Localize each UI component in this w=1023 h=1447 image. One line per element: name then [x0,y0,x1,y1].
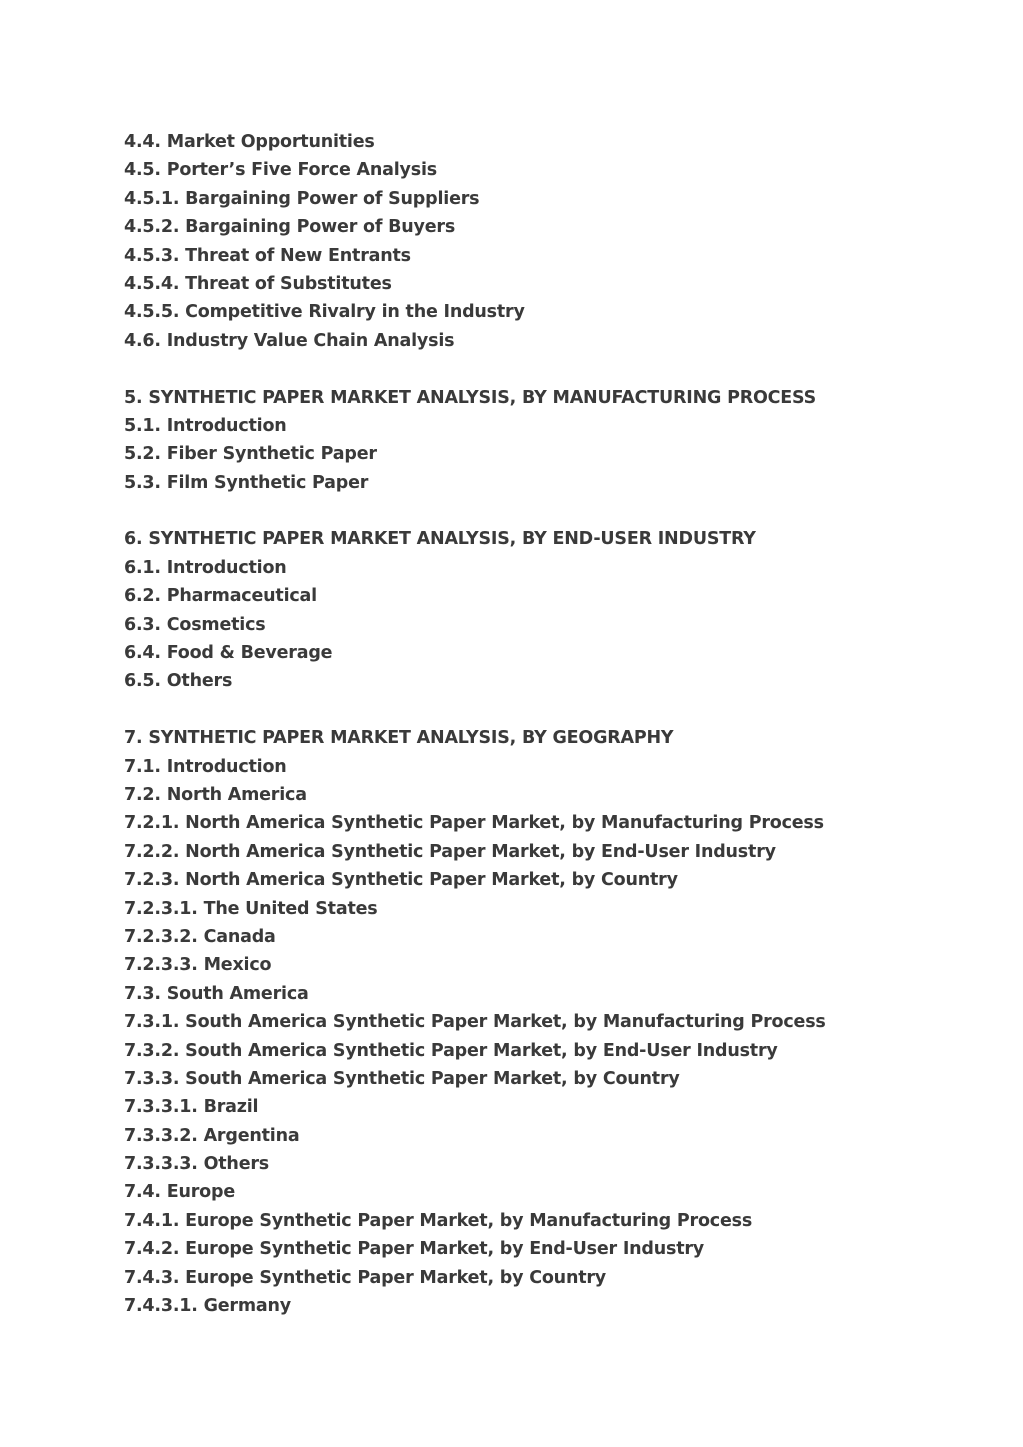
toc-entry: 6.1. Introduction [124,557,287,578]
toc-entry: 6.4. Food & Beverage [124,643,333,664]
toc-entry: 5.3. Film Synthetic Paper [124,472,369,493]
toc-entry: 7.4.3.1. Germany [124,1296,291,1317]
toc-entry: 7.2.3.2. Canada [124,926,276,947]
toc-section-heading: 7. SYNTHETIC PAPER MARKET ANALYSIS, BY GEOGRAPHY [124,728,674,749]
toc-entry: 7.3.3.1. Brazil [124,1097,259,1118]
toc-entry: 7.2.3.3. Mexico [124,955,272,976]
toc-entry: 7.3.2. South America Synthetic Paper Market, by End-User Industry [124,1040,778,1061]
toc-entry: 4.5.2. Bargaining Power of Buyers [124,217,456,238]
toc-entry: 6.3. Cosmetics [124,614,266,635]
toc-entry: 7.2. North America [124,784,307,805]
toc-entry: 7.2.3. North America Synthetic Paper Market, by Country [124,870,678,891]
toc-entry: 4.5.5. Competitive Rivalry in the Industry [124,302,525,323]
table-of-contents [124,128,984,1349]
toc-entry: 4.4. Market Opportunities [124,132,375,152]
toc-entry: 7.2.3.1. The United States [124,898,378,919]
toc-entry: 7.4.2. Europe Synthetic Paper Market, by End-User Industry [124,1239,705,1260]
toc-entry: 6.2. Pharmaceutical [124,586,317,607]
toc-entry: 7.3. South America [124,983,309,1004]
toc-section-heading: 6. SYNTHETIC PAPER MARKET ANALYSIS, BY END-USER INDUSTRY [124,529,756,550]
toc-section-5 [124,384,984,498]
toc-entry: 7.4.3. Europe Synthetic Paper Market, by Country [124,1267,607,1288]
toc-entry: 7.3.3. South America Synthetic Paper Market, by Country [124,1068,680,1089]
toc-entry: 7.1. Introduction [124,756,287,777]
toc-section-heading: 5. SYNTHETIC PAPER MARKET ANALYSIS, BY MANUFACTURING PROCESS [124,387,817,408]
toc-section-6 [124,525,984,695]
toc-entry: 6.5. Others [124,671,233,692]
toc-entry: 4.5.1. Bargaining Power of Suppliers [124,188,480,209]
toc-entry: 7.3.3.2. Argentina [124,1125,300,1146]
toc-entry: 7.3.1. South America Synthetic Paper Market, by Manufacturing Process [124,1012,826,1033]
toc-entry: 5.1. Introduction [124,415,287,436]
toc-entry: 7.4. Europe [124,1182,236,1203]
toc-section-4-continued [124,128,984,355]
toc-entry: 4.6. Industry Value Chain Analysis [124,330,455,351]
toc-entry: 5.2. Fiber Synthetic Paper [124,444,377,465]
toc-entry: 4.5. Porter’s Five Force Analysis [124,160,437,181]
toc-entry: 7.4.1. Europe Synthetic Paper Market, by Manufacturing Process [124,1210,753,1231]
toc-entry: 7.3.3.3. Others [124,1154,270,1175]
toc-entry: 4.5.3. Threat of New Entrants [124,245,411,266]
toc-entry: 7.2.2. North America Synthetic Paper Market, by End-User Industry [124,841,776,862]
toc-section-7 [124,724,984,1320]
toc-entry: 7.2.1. North America Synthetic Paper Market, by Manufacturing Process [124,813,824,834]
toc-entry: 4.5.4. Threat of Substitutes [124,273,392,294]
